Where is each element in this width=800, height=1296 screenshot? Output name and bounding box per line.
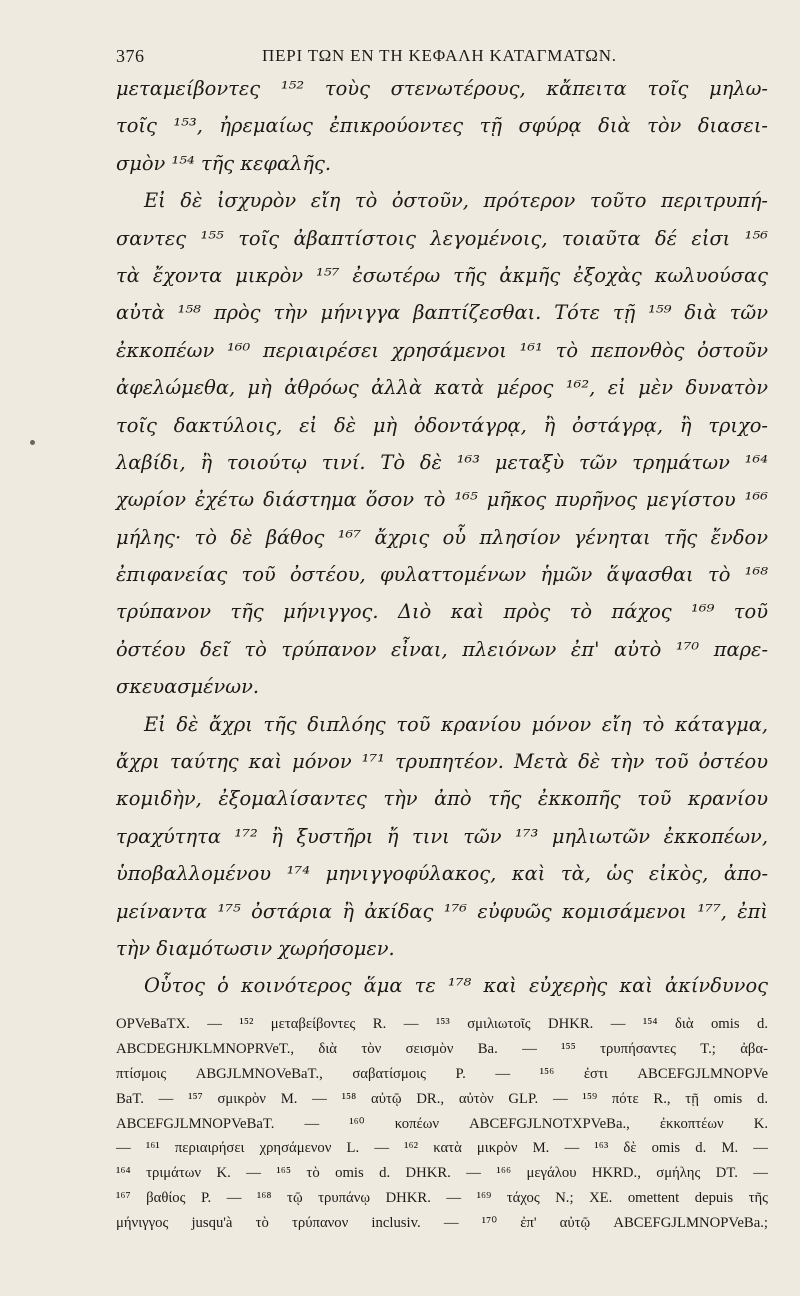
footnote-line: BaT. — ¹⁵⁷ σμικρὸν M. — ¹⁵⁸ αὐτῷ DR., αὐτὸν GLP. — ¹⁵⁹ πότε R., τῇ omis d.: [116, 1090, 768, 1107]
text-line: τὰ ἔχοντα μικρὸν ¹⁵⁷ ἐσωτέρω τῆς ἀκμῆς ἐξοχὰς κωλυούσας: [116, 263, 768, 287]
footnote-line: ¹⁶⁷ βαθίος P. — ¹⁶⁸ τῷ τρυπάνῳ DHKR. — ¹⁶⁹ τάχος N.; XE. omettent depuis τῆς: [116, 1190, 768, 1207]
footnote-line: ABCDEGHJKLMNOPRVeT., διὰ τὸν σεισμὸν Ba. — ¹⁵⁵ τρυπήσαντες T.; ἀβα-: [116, 1040, 768, 1057]
text-line: ὑποβαλλομένου ¹⁷⁴ μηνιγγοφύλακος, καὶ τὰ, ὡς εἰκὸς, ἀπο-: [116, 862, 768, 886]
footnote-line: — ¹⁶¹ περιαιρήσει χρησάμενον L. — ¹⁶² κατὰ μικρὸν M. — ¹⁶³ δὲ omis d. M. —: [116, 1140, 768, 1157]
text-line: Εἰ δὲ ἰσχυρὸν εἴη τὸ ὀστοῦν, πρότερον τοῦτο περιτρυπή-: [144, 189, 768, 213]
text-line: ἐκκοπέων ¹⁶⁰ περιαιρέσει χρησάμενοι ¹⁶¹ τὸ πεπονθὸς ὀστοῦν: [116, 338, 768, 362]
text-line: σμὸν ¹⁵⁴ τῆς κεφαλῆς.: [116, 151, 332, 175]
text-line: ἀφελώμεθα, μὴ ἀθρόως ἀλλὰ κατὰ μέρος ¹⁶², εἰ μὲν δυνατὸν: [116, 376, 768, 400]
footnote-line: ¹⁶⁴ τριμάτων K. — ¹⁶⁵ τὸ omis d. DHKR. — ¹⁶⁶ μεγάλου HKRD., σμήλης DT. —: [116, 1165, 768, 1182]
text-line: ὀστέου δεῖ τὸ τρύπανον εἶναι, πλειόνων ἐπ' αὐτὸ ¹⁷⁰ παρε-: [116, 637, 768, 661]
text-line: λαβίδι, ἢ τοιούτῳ τινί. Τὸ δὲ ¹⁶³ μεταξὺ τῶν τρημάτων ¹⁶⁴: [116, 450, 768, 474]
text-line: μήλης· τὸ δὲ βάθος ¹⁶⁷ ἄχρις οὗ πλησίον γένηται τῆς ἔνδον: [116, 525, 768, 549]
main-text: [116, 70, 768, 1005]
text-line: κομιδὴν, ἐξομαλίσαντες τὴν ἀπὸ τῆς ἐκκοπῆς τοῦ κρανίου: [116, 787, 768, 811]
text-line: τρύπανον τῆς μήνιγγος. Διὸ καὶ πρὸς τὸ πάχος ¹⁶⁹ τοῦ: [116, 600, 768, 624]
ink-dot: [30, 440, 35, 445]
text-line: τοῖς ¹⁵³, ἠρεμαίως ἐπικρούοντες τῇ σφύρᾳ διὰ τὸν διασει-: [116, 114, 768, 138]
text-line: μείναντα ¹⁷⁵ ὀστάρια ἢ ἀκίδας ¹⁷⁶ εὐφυῶς κομισάμενοι ¹⁷⁷, ἐπὶ: [116, 899, 768, 923]
text-line: σαντες ¹⁵⁵ τοῖς ἀβαπτίστοις λεγομένοις, τοιαῦτα δέ εἰσι ¹⁵⁶: [116, 226, 768, 250]
text-line: ἐπιφανείας τοῦ ὀστέου, φυλαττομένων ἡμῶν ἅψασθαι τὸ ¹⁶⁸: [116, 563, 768, 587]
text-line: σκευασμένων.: [116, 675, 260, 699]
text-line: αὐτὰ ¹⁵⁸ πρὸς τὴν μήνιγγα βαπτίζεσθαι. Τότε τῇ ¹⁵⁹ διὰ τῶν: [116, 301, 768, 325]
footnote-line: ABCEFGJLMNOPVeBaT. — ¹⁶⁰ κοπέων ABCEFGJLNOTXPVeBa., ἐκκοπτέων K.: [116, 1115, 768, 1132]
footnote-line: πτίσμοις ABGJLMNOVeBaT., σαβατίσμοις P. — ¹⁵⁶ ἐστι ABCEFGJLMNOPVe: [116, 1065, 768, 1082]
footnote-line: OPVeBaTX. — ¹⁵² μεταβείβοντες R. — ¹⁵³ σμιλιωτοῖς DHKR. — ¹⁵⁴ διὰ omis d.: [116, 1016, 768, 1032]
text-line: Εἰ δὲ ἄχρι τῆς διπλόης τοῦ κρανίου μόνον εἴη τὸ κάταγμα,: [144, 712, 768, 736]
text-line: τοῖς δακτύλοις, εἰ δὲ μὴ ὀδοντάγρᾳ, ἢ ὀστάγρᾳ, ἢ τριχο-: [116, 413, 768, 437]
text-line: χωρίον ἐχέτω διάστημα ὅσον τὸ ¹⁶⁵ μῆκος πυρῆνος μεγίστου ¹⁶⁶: [116, 488, 768, 512]
footnote-line: μήνιγγος jusqu'à τὸ τρύπανον inclusiv. — ¹⁷⁰ ἐπ' αὐτῷ ABCEFGJLMNOPVeBa.;: [116, 1215, 768, 1232]
footnotes: [116, 1012, 768, 1236]
text-line: μεταμείβοντες ¹⁵² τοὺς στενωτέρους, κἄπειτα τοῖς μηλω-: [116, 77, 768, 100]
running-title: ΠΕΡΙ ΤΩΝ ΕΝ ΤΗ ΚΕΦΑΛΗ ΚΑΤΑΓΜΑΤΩΝ.: [262, 46, 617, 65]
text-line: τραχύτητα ¹⁷² ἢ ξυστῆρι ἤ τινι τῶν ¹⁷³ μηλιωτῶν ἐκκοπέων,: [116, 824, 768, 848]
text-line: τὴν διαμότωσιν χωρήσομεν.: [116, 936, 395, 960]
page-number: 376: [116, 46, 145, 66]
text-line: Οὗτος ὁ κοινότερος ἅμα τε ¹⁷⁸ καὶ εὐχερὴς καὶ ἀκίνδυνος: [144, 974, 768, 998]
running-head: [116, 42, 760, 72]
text-line: ἄχρι ταύτης καὶ μόνον ¹⁷¹ τρυπητέον. Μετὰ δὲ τὴν τοῦ ὀστέου: [116, 750, 768, 774]
